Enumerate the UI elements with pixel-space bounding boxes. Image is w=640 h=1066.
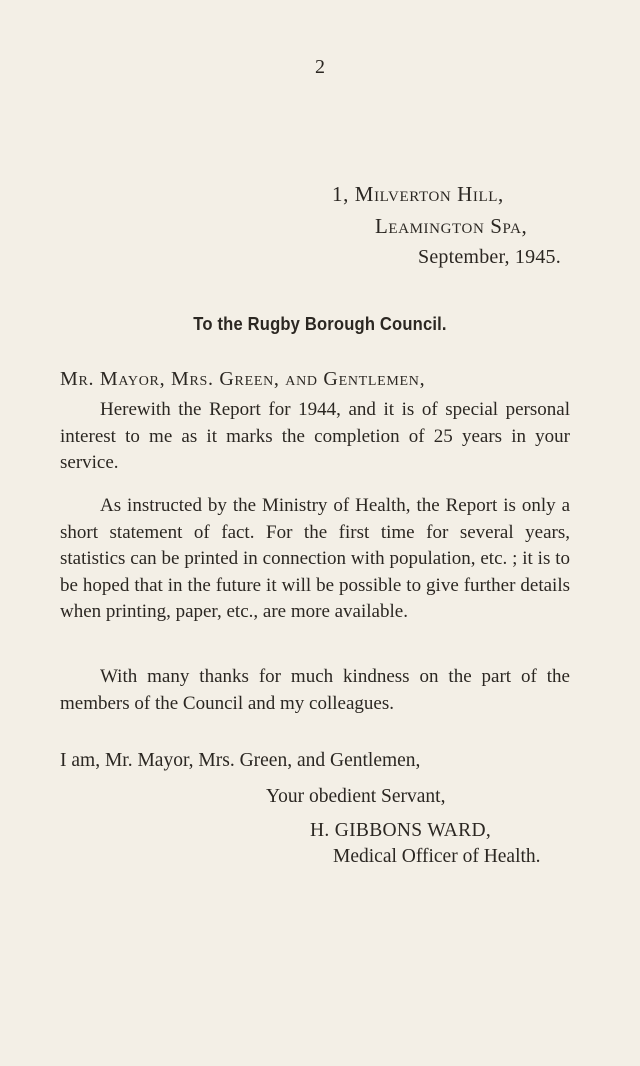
paragraph-report-intro: Herewith the Report for 1944, and it is of special personal interest to me as it marks the completion of 25 years in your service.	[60, 399, 570, 473]
letter-date: September, 1945.	[418, 246, 561, 268]
signature-title: Medical Officer of Health.	[333, 846, 541, 867]
recipient-heading: To the Rugby Borough Council.	[193, 314, 447, 334]
salutation: Mr. Mayor, Mrs. Green, and Gentlemen,	[60, 368, 426, 390]
closing-line: I am, Mr. Mayor, Mrs. Green, and Gentlemen,	[60, 750, 421, 771]
paragraph-ministry-statement: As instructed by the Ministry of Health, the Report is only a short statement of fact. For the first time for several years, statistics can be printed in connection with population, etc. ; it is to be hoped that in the future it will be possible to give further details when printing, paper, etc., are more available.	[60, 495, 570, 622]
paragraph-thanks: With many thanks for much kindness on the part of the members of the Council and my colleagues.	[60, 666, 570, 714]
page-number: 2	[315, 56, 325, 78]
address-line-street: 1, Milverton Hill,	[332, 182, 504, 206]
address-line-town: Leamington Spa,	[375, 214, 528, 238]
signature-name: H. GIBBONS WARD,	[310, 820, 492, 841]
closing-servant: Your obedient Servant,	[266, 786, 446, 807]
